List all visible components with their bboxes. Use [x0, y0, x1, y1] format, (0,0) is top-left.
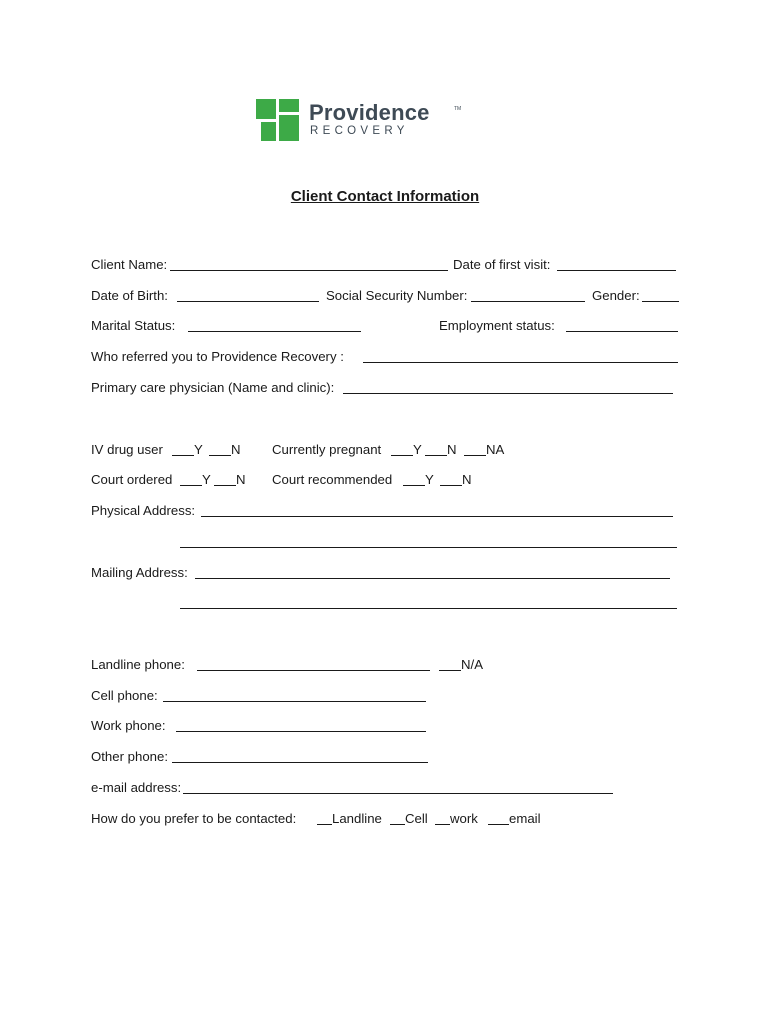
- contact-landline-label: Landline: [332, 811, 382, 826]
- court-recommended-label: Court recommended: [272, 472, 393, 487]
- contact-landline-blank[interactable]: [317, 824, 332, 825]
- logo-mark-icon: [256, 99, 300, 141]
- cell-field[interactable]: [163, 701, 426, 702]
- court-recommended-no-blank[interactable]: [440, 485, 462, 486]
- client-name-field[interactable]: [170, 270, 448, 271]
- physician-field[interactable]: [343, 393, 673, 394]
- iv-drug-yes-blank[interactable]: [172, 455, 194, 456]
- contact-email-label: email: [509, 811, 541, 826]
- court-recommended-yes-blank[interactable]: [403, 485, 425, 486]
- pregnant-na-blank[interactable]: [464, 455, 486, 456]
- contact-cell-blank[interactable]: [390, 824, 405, 825]
- court-ordered-yes-label: Y: [202, 472, 211, 487]
- ssn-label: Social Security Number:: [326, 288, 468, 303]
- form-title: Client Contact Information: [290, 188, 480, 205]
- pregnant-no-blank[interactable]: [425, 455, 447, 456]
- employment-label: Employment status:: [439, 318, 555, 333]
- iv-drug-yes-label: Y: [194, 442, 203, 457]
- contact-cell-label: Cell: [405, 811, 428, 826]
- other-label: Other phone:: [91, 749, 168, 764]
- iv-drug-no-blank[interactable]: [209, 455, 231, 456]
- pregnant-yes-label: Y: [413, 442, 422, 457]
- client-name-label: Client Name:: [91, 257, 168, 272]
- court-ordered-no-label: N: [236, 472, 246, 487]
- first-visit-label: Date of first visit:: [453, 257, 551, 272]
- mailing-address-field-2[interactable]: [180, 608, 677, 609]
- work-label: Work phone:: [91, 718, 166, 733]
- court-ordered-no-blank[interactable]: [214, 485, 236, 486]
- employment-field[interactable]: [566, 331, 678, 332]
- logo-subtitle: RECOVERY: [310, 125, 409, 137]
- pregnant-label: Currently pregnant: [272, 442, 382, 457]
- logo-trademark: TM: [454, 106, 462, 112]
- email-label: e-mail address:: [91, 780, 182, 795]
- first-visit-field[interactable]: [557, 270, 676, 271]
- physical-address-label: Physical Address:: [91, 503, 196, 518]
- landline-na-label: N/A: [461, 657, 483, 672]
- dob-field[interactable]: [177, 301, 319, 302]
- email-field[interactable]: [183, 793, 613, 794]
- contact-email-blank[interactable]: [488, 824, 509, 825]
- pregnant-na-label: NA: [486, 442, 505, 457]
- pregnant-yes-blank[interactable]: [391, 455, 413, 456]
- landline-na-blank[interactable]: [439, 670, 461, 671]
- mailing-address-field-1[interactable]: [195, 578, 670, 579]
- cell-label: Cell phone:: [91, 688, 158, 703]
- contact-work-blank[interactable]: [435, 824, 450, 825]
- contact-work-label: work: [450, 811, 478, 826]
- physical-address-field-2[interactable]: [180, 547, 677, 548]
- mailing-address-label: Mailing Address:: [91, 565, 188, 580]
- marital-field[interactable]: [188, 331, 361, 332]
- iv-drug-label: IV drug user: [91, 442, 163, 457]
- referred-field[interactable]: [363, 362, 678, 363]
- logo-wordmark: Providence: [309, 100, 430, 125]
- court-recommended-yes-label: Y: [425, 472, 434, 487]
- court-recommended-no-label: N: [462, 472, 472, 487]
- referred-label: Who referred you to Providence Recovery :: [91, 349, 344, 364]
- iv-drug-no-label: N: [231, 442, 241, 457]
- other-field[interactable]: [172, 762, 428, 763]
- gender-field[interactable]: [642, 301, 679, 302]
- pregnant-no-label: N: [447, 442, 457, 457]
- preferred-contact-label: How do you prefer to be contacted:: [91, 811, 297, 826]
- work-field[interactable]: [176, 731, 426, 732]
- court-ordered-yes-blank[interactable]: [180, 485, 202, 486]
- gender-label: Gender:: [592, 288, 640, 303]
- landline-field[interactable]: [197, 670, 430, 671]
- physical-address-field-1[interactable]: [201, 516, 673, 517]
- dob-label: Date of Birth:: [91, 288, 168, 303]
- court-ordered-label: Court ordered: [91, 472, 173, 487]
- landline-label: Landline phone:: [91, 657, 185, 672]
- marital-label: Marital Status:: [91, 318, 176, 333]
- ssn-field[interactable]: [471, 301, 585, 302]
- physician-label: Primary care physician (Name and clinic):: [91, 380, 335, 395]
